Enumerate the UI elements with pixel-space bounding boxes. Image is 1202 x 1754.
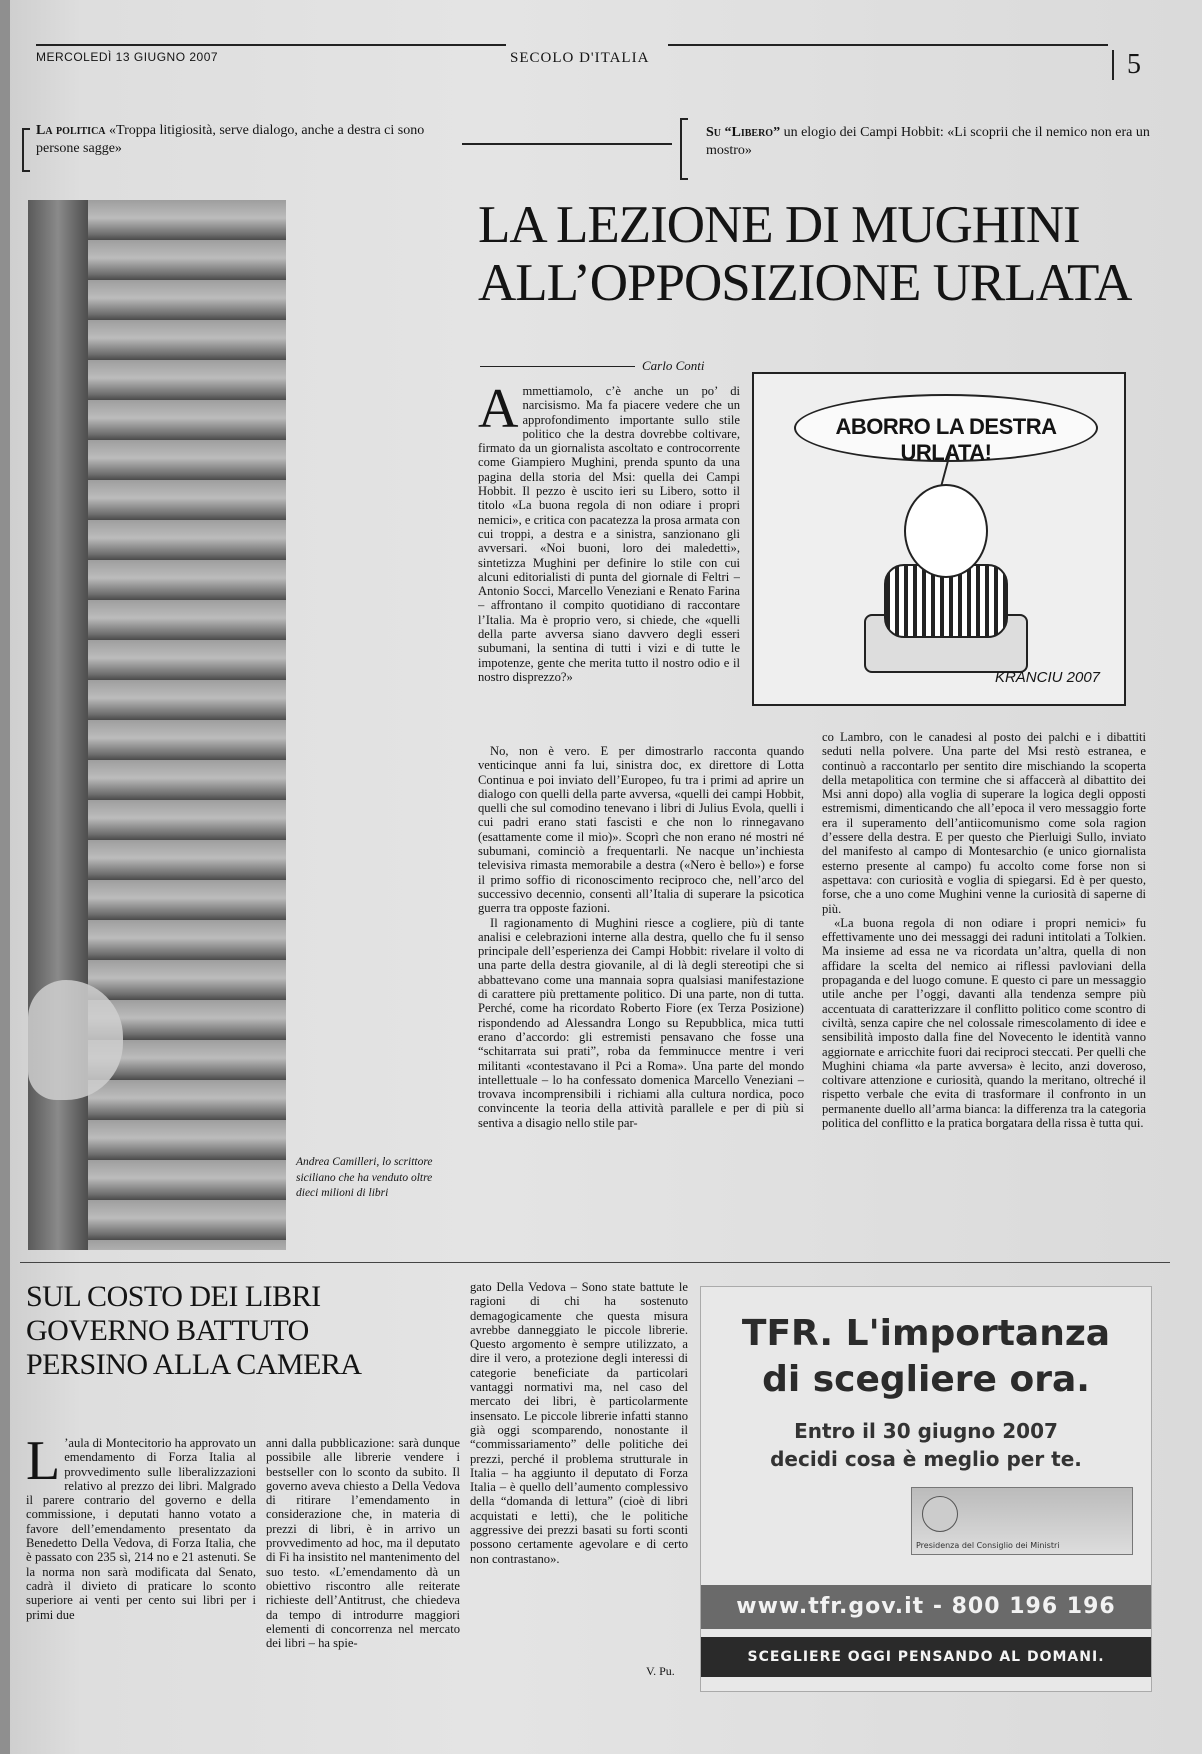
second-headline-line2: GOVERNO BATTUTO	[26, 1314, 309, 1347]
second-headline-line3: PERSINO ALLA CAMERA	[26, 1348, 362, 1381]
ad-title-line2: di scegliere ora.	[762, 1359, 1090, 1400]
main-article-p1-text: mmettiamolo, c’è anche un po’ di narcisismo. Ma fa piacere vedere che un approfondimento importante sullo stile politico che la destra dovrebbe coltivare, firmato da un giornalista ascoltato e controcorrente come Giampiero Mughini, prenda spunto da una pagina della storia del Msi: quella dei Campi Hobbit. Il pezzo è uscito ieri su Libero, sotto il titolo «La buona regola di non odiare i propri nemici», e critica con pacatezza la prosa armata con cui troppi, a destra e a sinistra, sanzionano gli avversari. «Noi buoni, loro dei maledetti», sintetizza Mughini per definire lo stile con cui alcuni editorialisti di punta del giornale di Feltri – Antonio Socci, Marcello Veneziani e Renato Farina – affrontano il compito quotidiano di raccontare l’Italia. Ma è proprio vero, si chiede, che «quelli della parte avversa siano davvero degli esseri subumani, la sentina di tutti i vizi e di tutte le impotenze, gente che merita tutto il nostro odio e il nostro disprezzo?»	[478, 384, 740, 684]
newspaper-name: SECOLO D'ITALIA	[510, 50, 650, 66]
main-article-p3: Il ragionamento di Mughini riesce a cogliere, più di tante analisi e celebrazioni interne alla destra, quello che fu il senso principale dell’esperienza dei Campi Hobbit: rivelare il volto di una parte della destra giovanile, al di là degli stereotipi che si abbattevano come una mannaia sopra qualsiasi manifestazione di carattere più prettamente politico. Di una parte, non di tutta. Perché, come ha ricordato Roberto Fiore (ex Terza Posizione) rispondendo ad Alessandra Longo su Repubblica, mica tutti erano d’accordo: gli estremisti pensavano che fosse una “schitarrata sui prati”, roba da femminucce mentre i veri militanti «contestavano il Pci a Roma». Una parte del mondo intellettuale – lo ha confessato domenica Marcello Veneziani – trovava incomprensibili i richiami alla cultura nordica, poco convincente la teoria della attività parallele e per di più si sentiva a disagio nello stile par-	[478, 915, 804, 1130]
byline: Carlo Conti	[642, 358, 705, 373]
kicker-right-text: un elogio dei Campi Hobbit: «Li scoprii che il nemico non era un mostro»	[706, 125, 1150, 159]
second-article-col1-text: ’aula di Montecitorio ha approvato un emendamento di Forza Italia al provvedimento sulle liberalizzazioni relativo al prezzo dei libri. Malgrado il parere contrario del governo e della commissione, i deputati hanno votato a favore dell’emendamento presentato da Benedetto Della Vedova, di Forza Italia, che è passato con 235 sì, 214 no e 21 astenuti. Se la norma non sarà modificata dal Senato, cadrà il divieto di praticare lo sconto superiore ai venti per cento sui libri per i primi due	[26, 1436, 256, 1622]
main-article-col1b	[478, 744, 804, 1250]
second-headline	[26, 1280, 446, 1382]
main-article-col1	[478, 384, 740, 734]
byline-rule	[480, 366, 635, 367]
kicker-bracket-right	[680, 118, 688, 180]
second-article-p1	[26, 1436, 256, 1622]
second-article-col1	[26, 1436, 256, 1686]
government-logo-text: Presidenza del Consiglio dei Ministri	[916, 1541, 1060, 1550]
government-logo	[911, 1487, 1133, 1555]
kicker-left	[36, 122, 446, 158]
cartoon-figure-head	[904, 484, 988, 578]
main-article-p2: No, non è vero. E per dimostrarlo racconta quando venticinque anni fa lui, sinistra doc, ex direttore di Lotta Continua e poi inviato dell’Europeo, fu tra i primi ad aprire un dialogo con quelli della parte avversa, «quelli dei campi Hobbit, quelli che sul comodino tenevano i libri di Julius Evola, quelli i cui padri erano stati fascisti e che non lo rinnegavano (esattamente come il mio)». Scoprì che non erano né mostri né subumani, cominciò a frequentarli. Ne nacque un’inchiesta televisiva rimasta memorabile a destra («Nero è bello») e forse il primo soffio di riconoscimento reciproco che, nell’arco del successivo decennio, consentì all’Italia di superare la psicotica guerra tra opposte fazioni.	[478, 744, 804, 916]
dropcap-l: L	[26, 1436, 61, 1492]
main-article-p5: «La buona regola di non odiare i propri nemici» fu effettivamente uno dei messaggi dei raduni intitolati a Tolkien. Ma insieme ad essa ne va ricordata un’altra, quella di non affidare la scelta del nemico ai riflessi pavloviani della propaganda e del luogo comune. E questo ci pare un messaggio utile anche per l’oggi, davanti alla tendenza sempre più accentuata di caratterizzare il conflitto politico come scontro di civiltà, senza capire che nel colossale rimescolamento di idee e sensibilità imposto dalla fine del Novecento le identità vanno aggiornate e arricchite fuori dai reciproci steccati. Per quelli che Mughini chiama «la parte avversa» è lecito, anzi doveroso, coltivare attenzione e curiosità, quando la meritano, oltreché il rispetto verbale che evita di trasformare il confronto in un permanente duello all’arma bianca: la differenza tra la categoria politica del conflitto e la pratica borgatara della rissa è tutta qui.	[822, 915, 1146, 1131]
second-article-col2	[266, 1436, 460, 1686]
main-headline	[478, 196, 1178, 312]
tfr-advertisement[interactable]	[700, 1286, 1152, 1692]
ad-title-line1: TFR. L'importanza	[741, 1313, 1111, 1354]
second-headline-line1: SUL COSTO DEI LIBRI	[26, 1280, 321, 1313]
ad-subtitle	[701, 1417, 1151, 1473]
ad-subtitle-line1: Entro il 30 giugno 2007	[794, 1419, 1058, 1443]
photo-caption: Andrea Camilleri, lo scrittore siciliano che ha venduto oltre dieci milioni di libri	[296, 1156, 433, 1200]
main-article-col2	[822, 730, 1146, 1250]
cartoon-signature: KRANCIU 2007	[994, 669, 1100, 686]
kicker-left-text: «Troppa litigiosità, serve dialogo, anche a destra ci sono persone sagge»	[36, 123, 425, 157]
speech-bubble-text: ABORRO LA DESTRA URLATA!	[835, 414, 1057, 465]
issue-date: MERCOLEDÌ 13 GIUGNO 2007	[36, 50, 219, 64]
main-headline-line2: ALL’OPPOSIZIONE URLATA	[478, 254, 1132, 312]
second-article-col2-text: anni dalla pubblicazione: sarà dunque possibile alle librerie vendere i bestseller con lo sconto da subito. Il governo aveva chiesto a Della Vedova di ritirare l’emendamento in considerazione che, in materia di prezzi di libri, è in arrivo un provvedimento ad hoc, ma il deputato di Fi ha insistito nel mantenimento del suo testo. «L’emendamento dà un obiettivo riscontro alle reiterate richieste dell’Antitrust, che chiedeva da tempo di introdurre maggiori elementi di concorrenza nel mercato dei libri – ha spie-	[266, 1436, 460, 1651]
kicker-left-label: La politica	[36, 123, 106, 138]
ad-slogan-band: SCEGLIERE OGGI PENSANDO AL DOMANI.	[701, 1637, 1151, 1677]
shutter-slats	[88, 200, 286, 1250]
header-rule-left	[36, 44, 506, 46]
kicker-right	[706, 124, 1166, 160]
main-headline-line1: LA LEZIONE DI MUGHINI	[478, 196, 1080, 254]
dropcap-a: A	[478, 384, 519, 440]
shutter-photo	[28, 200, 286, 1250]
kicker-divider	[462, 143, 672, 145]
page-number: 5	[1112, 50, 1154, 80]
ad-url-bar[interactable]: www.tfr.gov.it - 800 196 196	[701, 1585, 1151, 1629]
second-article-col3	[470, 1280, 688, 1660]
cartoon	[752, 372, 1126, 706]
main-article-p1	[478, 384, 740, 684]
header-rule-right	[668, 44, 1108, 46]
ad-subtitle-line2: decidi cosa è meglio per te.	[770, 1447, 1082, 1471]
ad-title	[701, 1311, 1151, 1403]
republic-emblem-icon	[922, 1496, 958, 1532]
second-article-col3-text: gato Della Vedova – Sono state battute le ragioni di chi ha sostenuto demagogicamente che questa misura avrebbe danneggiato le piccole librerie. Questo argomento è sempre utilizzato, a dire il vero, a protezione degli interessi di categorie beneficiate da particolari vantaggi normativi ma, nel caso del mercato dei libri, è particolarmente insensato. Le piccole librerie infatti stanno già oggi scomparendo, nonostante il “commissariamento” delle politiche dei prezzi, perché il problema strutturale in Italia – ha aggiunto il deputato di Forza Italia – è quello dell’aumento complessivo della “domanda di lettura” (cioè di libri acquistati e letti), che le politiche aggressive dei prezzi basati su forti sconti possono certamente agevolare e di certo non contrastano».	[470, 1280, 688, 1566]
section-divider	[20, 1262, 1170, 1263]
main-article-p4: co Lambro, con le canadesi al posto dei palchi e i dibattiti seduti nella polvere. Una parte del Msi restò estranea, e continuò a raccontarlo per sentito dire mischiando la scoperta della metapolitica con termine che si affaccerà al dibattito dei Msi anni dopo) alla voglia di superare la logica degli opposti estremismi, dimenticando che all’epoca il vero messaggio forte era il superamento dell’antiicomunismo come sola ragion d’essere della destra. E per questo che Pierluigi Sullo, inviato del manifesto al campo di Montesarchio (e unico giornalista esterno presente al campo) fu accolto come forse non si aspettava: con curiosità e voglia di spiegarsi. Ed è per questo, forse, che a uno come Mughini venne la curiosità di saperne di più.	[822, 730, 1146, 916]
speech-bubble	[794, 394, 1098, 465]
kicker-bracket-left	[22, 128, 30, 172]
kicker-right-label: Su “Libero”	[706, 125, 781, 140]
second-article-signature: V. Pu.	[646, 1664, 675, 1678]
